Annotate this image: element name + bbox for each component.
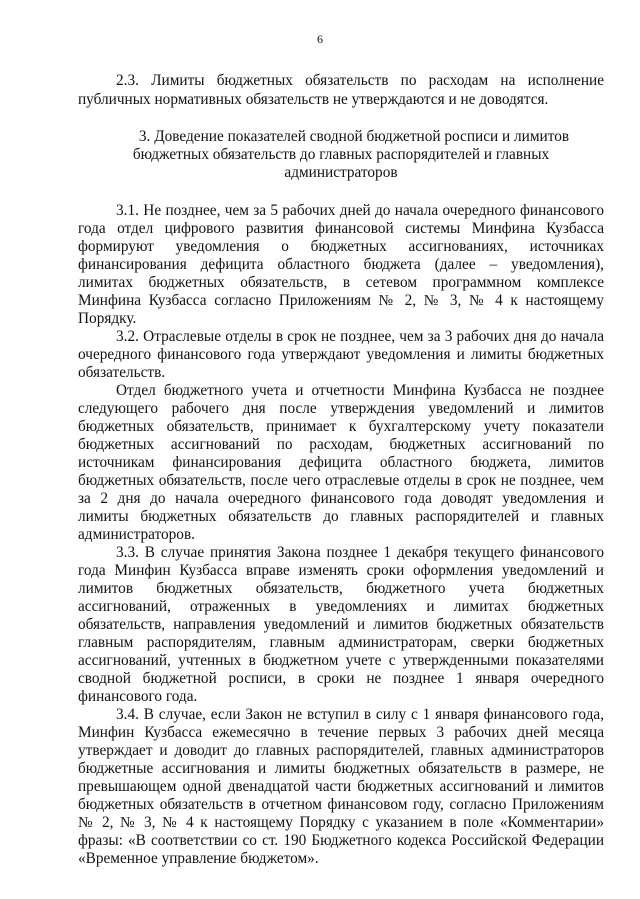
para-accounting-line-8: лимиты бюджетных обязательств до главных распорядителей и главных	[78, 508, 604, 525]
para-accounting-line-5: источникам финансирования дефицита областного бюджета, лимитов	[78, 454, 604, 471]
para-3-4-line-2: Минфин Кузбасса ежемесячно в течение первых 3 рабочих дней месяца	[78, 724, 604, 741]
para-accounting-line-2: следующего рабочего дня после утверждения уведомлений и лимитов	[78, 400, 604, 417]
para-2-3-line-2: публичных нормативных обязательств не утверждаются и не доводятся.	[78, 91, 549, 108]
para-3-2-line-1: 3.2. Отраслевые отделы в срок не позднее, чем за 3 рабочих дня до начала	[116, 328, 604, 345]
para-3-3-line-1: 3.3. В случае принятия Закона позднее 1 декабря текущего финансового	[116, 544, 604, 561]
para-accounting-line-7: за 2 дня до начала очередного финансового года доводят уведомления и	[78, 490, 604, 507]
para-accounting-line-6: бюджетных обязательств, после чего отраслевые отделы в срок не позднее, чем	[78, 472, 604, 489]
para-accounting-line-9: администраторов.	[78, 526, 195, 543]
section-3-heading-line-3: администраторов	[284, 164, 398, 181]
para-3-3-line-4: ассигнований, отраженных в уведомлениях и лимитах бюджетных	[78, 598, 604, 615]
para-3-4-line-9: «Временное управление бюджетом».	[78, 850, 319, 867]
para-3-1-line-4: финансирования дефицита областного бюджета (далее – уведомления),	[78, 256, 604, 273]
para-3-2-line-2: очередного финансового года утверждают уведомления и лимиты бюджетных	[78, 346, 604, 363]
para-accounting-line-1: Отдел бюджетного учета и отчетности Минфина Кузбасса не позднее	[116, 382, 604, 399]
para-3-3-line-5: обязательств, направления уведомлений и лимитов бюджетных обязательств	[78, 616, 604, 633]
para-3-3-line-7: ассигнований, учтенных в бюджетном учете с утвержденными показателями	[78, 652, 604, 669]
para-3-1-line-1: 3.1. Не позднее, чем за 5 рабочих дней до начала очередного финансового	[116, 202, 604, 219]
para-3-1-line-2: года отдел цифрового развития финансовой системы Минфина Кузбасса	[78, 220, 604, 237]
para-3-1-line-3: формируют уведомления о бюджетных ассигнованиях, источниках	[78, 238, 604, 255]
section-3-heading-line-2: бюджетных обязательств до главных распорядителей и главных	[132, 146, 550, 163]
para-3-4-line-3: утверждает и доводит до главных распорядителей, главных администраторов	[78, 742, 604, 759]
para-3-4-line-6: бюджетных обязательств в отчетном финансовом году, согласно Приложениям	[78, 796, 604, 813]
para-3-3-line-6: главным распорядителям, главным администраторам, сверки бюджетных	[78, 634, 604, 651]
para-3-4-line-5: превышающем одной двенадцатой части бюджетных ассигнований и лимитов	[78, 778, 604, 795]
para-3-3-line-8: сводной бюджетной росписи, в сроки не позднее 1 января очередного	[78, 670, 604, 687]
para-3-4-line-1: 3.4. В случае, если Закон не вступил в силу с 1 января финансового года,	[116, 706, 604, 723]
para-3-1-line-5: лимитах бюджетных обязательств, в сетевом программном комплексе	[78, 274, 604, 291]
para-3-1-line-6: Минфина Кузбасса согласно Приложениям № 2, № 3, № 4 к настоящему	[78, 292, 604, 309]
para-3-4-line-8: фразы: «В соответствии со ст. 190 Бюджетного кодекса Российской Федерации	[78, 832, 604, 849]
para-accounting-line-4: бюджетных ассигнований по расходам, бюджетных ассигнований по	[78, 436, 604, 453]
para-3-4-line-7: № 2, № 3, № 4 к настоящему Порядку с указанием в поле «Комментарии»	[78, 814, 604, 831]
para-3-3-line-2: года Минфин Кузбасса вправе изменять сроки оформления уведомлений и	[78, 562, 604, 579]
para-3-3-line-9: финансового года.	[78, 688, 198, 705]
para-3-2-line-3: обязательств.	[78, 364, 166, 381]
para-3-4-line-4: бюджетные ассигнования и лимиты бюджетных обязательств в размере, не	[78, 760, 604, 777]
para-3-3-line-3: лимитов бюджетных обязательств, бюджетного учета бюджетных	[78, 580, 604, 597]
para-accounting-line-3: бюджетных обязательств, принимает к бухгалтерскому учету показатели	[78, 418, 604, 435]
page-number: 6	[317, 32, 323, 46]
para-2-3-line-1: 2.3. Лимиты бюджетных обязательств по расходам на исполнение	[116, 72, 604, 89]
para-3-1-line-7: Порядку.	[78, 310, 137, 327]
section-3-heading-line-1: 3. Доведение показателей сводной бюджетной росписи и лимитов	[138, 128, 570, 145]
